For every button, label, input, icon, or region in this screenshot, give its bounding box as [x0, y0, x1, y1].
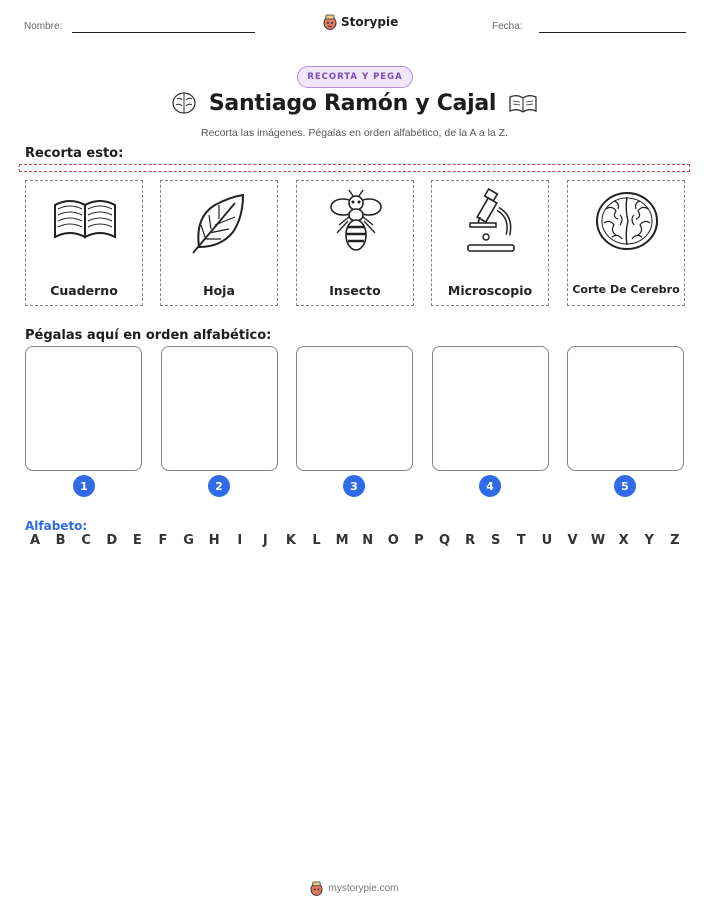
open-book-icon: [508, 92, 538, 114]
date-line[interactable]: [539, 32, 686, 33]
page-title: Santiago Ramón y Cajal: [208, 90, 497, 116]
letter: F: [158, 533, 168, 548]
footer: [0, 881, 709, 896]
logo-text: Storypie: [341, 15, 399, 29]
alphabet-label: Alfabeto:: [25, 519, 88, 533]
paste-box-1[interactable]: [25, 346, 142, 471]
card-label: Cuaderno: [50, 283, 118, 298]
open-book-icon: [50, 187, 120, 247]
number-badge-3: 3: [343, 475, 365, 497]
cut-line: [19, 164, 690, 172]
letter: H: [208, 533, 220, 548]
letter: Z: [670, 533, 680, 548]
letter: U: [541, 533, 553, 548]
date-label: Fecha:: [492, 21, 523, 32]
cut-card-corte-de-cerebro[interactable]: [567, 180, 685, 306]
bee-icon: [321, 187, 391, 257]
letter: E: [132, 533, 142, 548]
letter: P: [414, 533, 424, 548]
leaf-icon: [185, 187, 255, 257]
cut-card-cuaderno[interactable]: [25, 180, 143, 306]
number-badge-5: 5: [614, 475, 636, 497]
paste-box-2[interactable]: [161, 346, 278, 471]
letter: V: [567, 533, 578, 548]
name-line[interactable]: [72, 32, 255, 33]
card-label: Hoja: [203, 283, 235, 298]
cut-heading: Recorta esto:: [25, 146, 124, 161]
letter: I: [237, 533, 243, 548]
letter: S: [491, 533, 501, 548]
letter: M: [335, 533, 349, 548]
cut-card-insecto[interactable]: [296, 180, 414, 306]
number-badge-2: 2: [208, 475, 230, 497]
card-label: Insecto: [329, 283, 381, 298]
paste-box-3[interactable]: [296, 346, 413, 471]
letter: Y: [644, 533, 654, 548]
name-label: Nombre:: [24, 21, 63, 32]
number-badge-1: 1: [73, 475, 95, 497]
paste-box-5[interactable]: [567, 346, 684, 471]
activity-badge: RECORTA Y PEGA: [297, 66, 413, 88]
cut-card-hoja[interactable]: [160, 180, 278, 306]
letter: K: [285, 533, 296, 548]
letter: J: [262, 533, 268, 548]
letter: L: [312, 533, 321, 548]
letter: W: [590, 533, 606, 548]
storypie-mascot-icon: [310, 881, 323, 896]
letter: X: [618, 533, 629, 548]
instructions: Recorta las imágenes. Pégalas en orden alfabético, de la A a la Z.: [200, 127, 509, 139]
card-label: Microscopio: [447, 283, 533, 298]
letter: A: [29, 533, 41, 548]
number-badge-4: 4: [479, 475, 501, 497]
brain-icon: [171, 90, 197, 116]
paste-box-4[interactable]: [432, 346, 549, 471]
letter: D: [106, 533, 118, 548]
cut-card-microscopio[interactable]: [431, 180, 549, 306]
footer-url[interactable]: mystorypie.com: [328, 883, 399, 894]
letter: N: [362, 533, 374, 548]
paste-heading: Pégalas aquí en orden alfabético:: [25, 328, 272, 343]
letter: Q: [438, 533, 451, 548]
letter: B: [55, 533, 66, 548]
letter: O: [387, 533, 399, 548]
letter: C: [81, 533, 91, 548]
storypie-mascot-icon: [323, 14, 337, 30]
card-label: Corte De Cerebro: [572, 283, 680, 296]
microscope-icon: [456, 187, 526, 257]
title-row: [0, 90, 709, 116]
letter: R: [465, 533, 476, 548]
letter: T: [516, 533, 526, 548]
alphabet-row: [25, 533, 685, 548]
brain-icon: [592, 187, 662, 257]
letter: G: [183, 533, 194, 548]
storypie-logo: [323, 14, 398, 30]
